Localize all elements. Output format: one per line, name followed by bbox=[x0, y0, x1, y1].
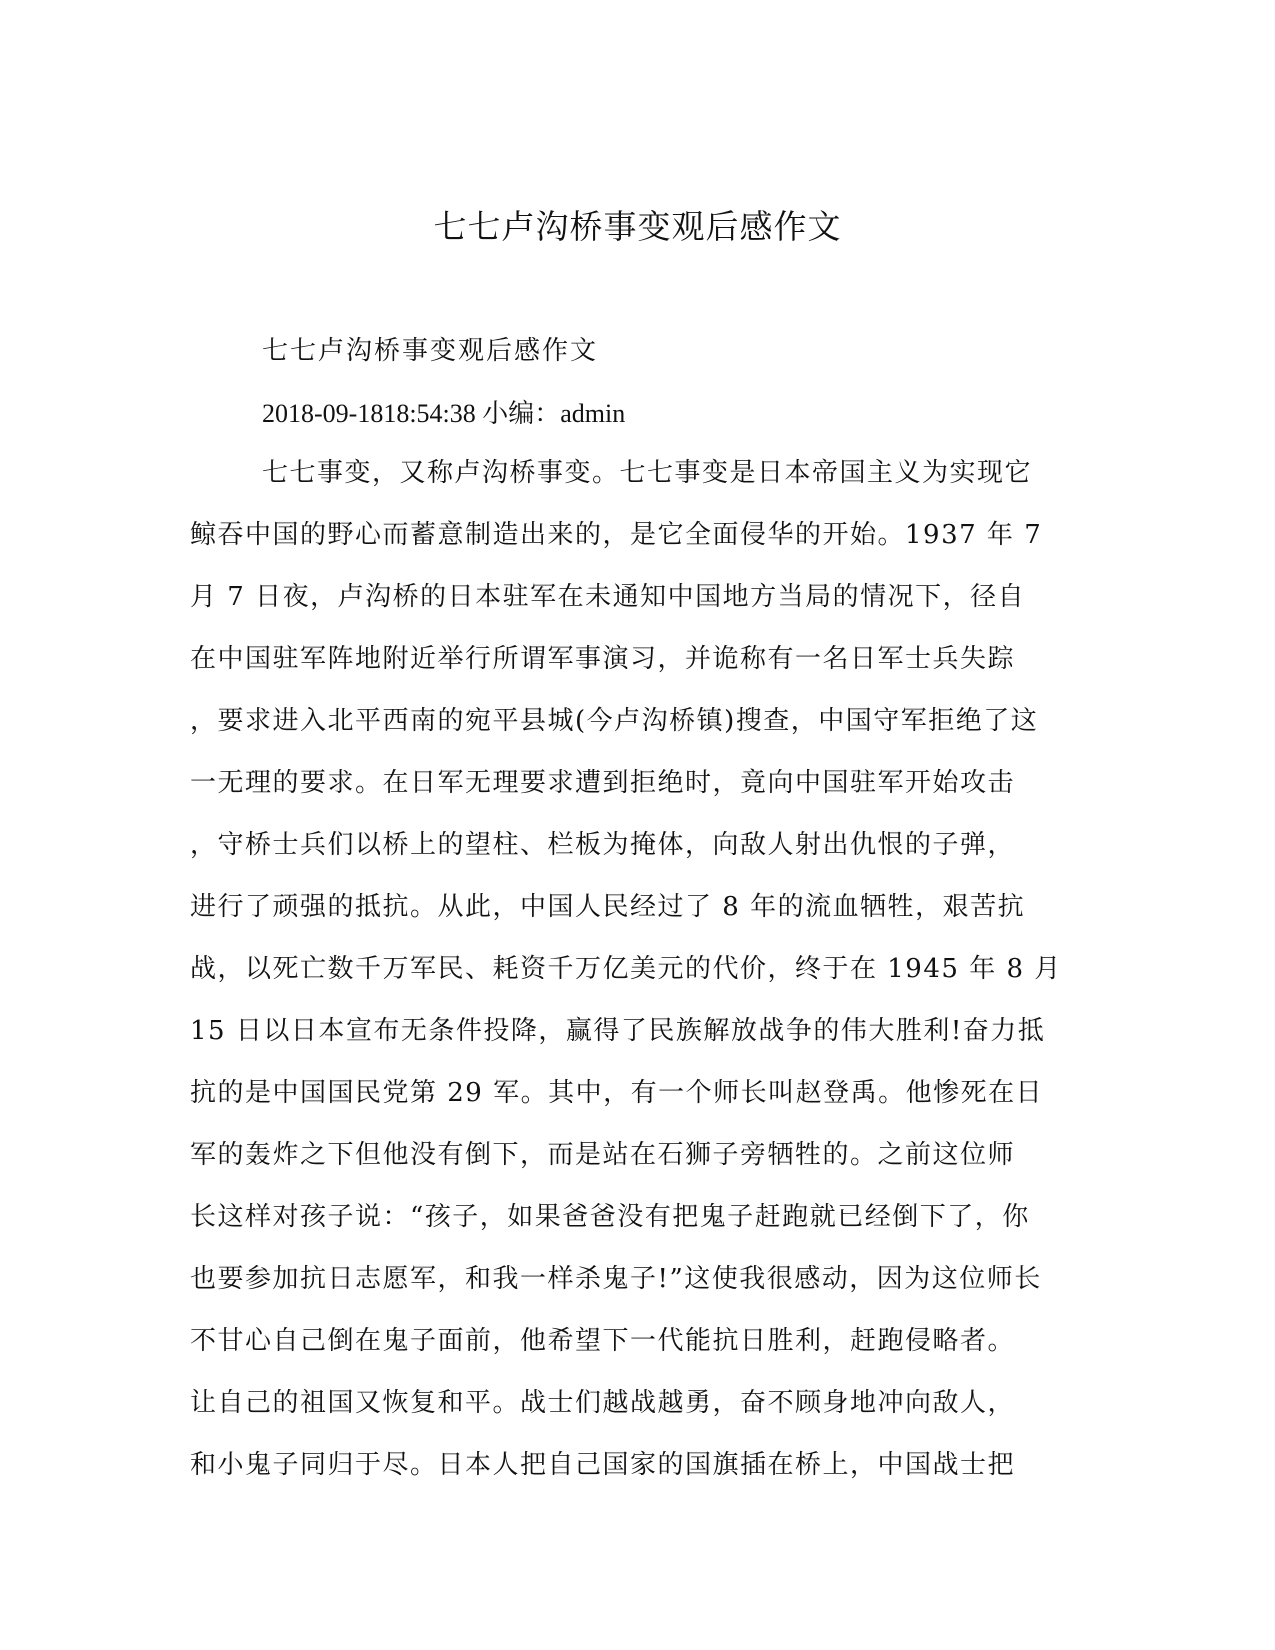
body-line: 也要参加抗日志愿军，和我一样杀鬼子!”这使我很感动，因为这位师长 bbox=[190, 1264, 1042, 1294]
body-line: 抗的是中国国民党第 29 军。其中，有一个师长叫赵登禹。他惨死在日 bbox=[190, 1078, 1044, 1108]
article-body bbox=[190, 455, 1080, 1509]
body-line: 进行了顽强的抵抗。从此，中国人民经过了 8 年的流血牺牲，艰苦抗 bbox=[190, 892, 1026, 922]
body-line: 不甘心自己倒在鬼子面前，他希望下一代能抗日胜利，赶跑侵略者。 bbox=[190, 1326, 1016, 1356]
body-line: 一无理的要求。在日军无理要求遭到拒绝时，竟向中国驻军开始攻击 bbox=[190, 768, 1016, 798]
body-line: 让自己的祖国又恢复和平。战士们越战越勇，奋不顾身地冲向敌人， bbox=[190, 1388, 1016, 1418]
body-line: 七七事变，又称卢沟桥事变。七七事变是日本帝国主义为实现它 bbox=[262, 458, 1033, 488]
document-title: 七七卢沟桥事变观后感作文 bbox=[433, 207, 842, 246]
body-line: 鲸吞中国的野心而蓄意制造出来的，是它全面侵华的开始。1937 年 7 bbox=[190, 520, 1043, 550]
body-line: ，守桥士兵们以桥上的望柱、栏板为掩体，向敌人射出仇恨的子弹， bbox=[190, 830, 1016, 860]
body-line: 和小鬼子同归于尽。日本人把自己国家的国旗插在桥上，中国战士把 bbox=[190, 1450, 1016, 1480]
article-meta: 2018-09-1818:54:38 小编：admin bbox=[262, 399, 626, 428]
body-line: 军的轰炸之下但他没有倒下，而是站在石狮子旁牺牲的。之前这位师 bbox=[190, 1140, 1016, 1170]
body-line: ，要求进入北平西南的宛平县城(今卢沟桥镇)搜查，中国守军拒绝了这 bbox=[190, 706, 1039, 736]
body-line: 15 日以日本宣布无条件投降，赢得了民族解放战争的伟大胜利!奋力抵 bbox=[190, 1016, 1046, 1046]
body-line: 长这样对孩子说：“孩子，如果爸爸没有把鬼子赶跑就已经倒下了，你 bbox=[190, 1202, 1030, 1232]
body-line: 月 7 日夜，卢沟桥的日本驻军在未通知中国地方当局的情况下，径自 bbox=[190, 582, 1026, 612]
body-line: 战，以死亡数千万军民、耗资千万亿美元的代价，终于在 1945 年 8 月 bbox=[190, 954, 1062, 984]
body-line: 在中国驻军阵地附近举行所谓军事演习，并诡称有一名日军士兵失踪 bbox=[190, 644, 1016, 674]
article-subtitle: 七七卢沟桥事变观后感作文 bbox=[262, 336, 599, 366]
